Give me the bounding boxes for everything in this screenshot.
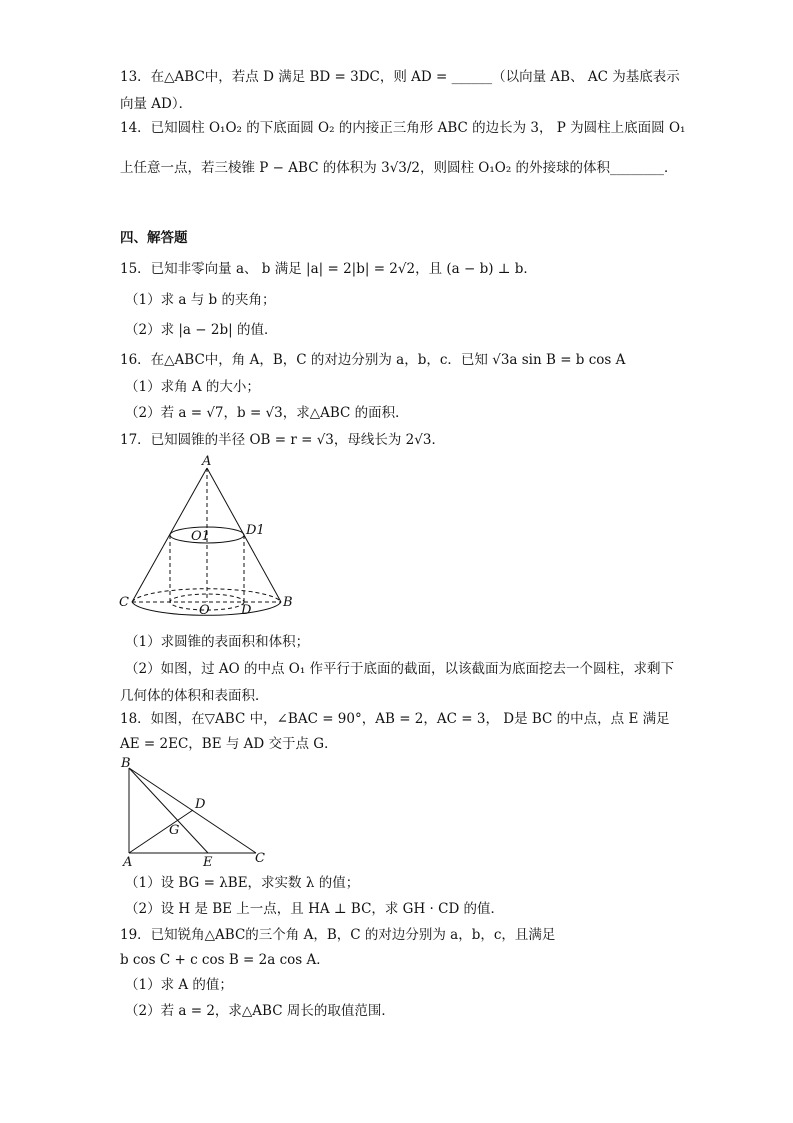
label-D: D [195, 797, 206, 812]
label-D: D [241, 603, 252, 618]
label-G: G [169, 823, 180, 838]
label-A: A [202, 454, 212, 469]
problem-19-line-2: b cos C + c cos B = 2a cos A． [120, 952, 330, 968]
label-A: A [123, 855, 133, 868]
label-B: B [121, 756, 131, 771]
label-O1: O1 [191, 529, 210, 544]
problem-17-sub-2: （2）如图，过 AO 的中点 O₁ 作平行于底面的截面，以该截面为底面挖去一个圆柱，求剩下 [125, 661, 675, 677]
section-title: 四、解答题 [120, 230, 188, 246]
problem-13-line-1: 13．在△ABC中，若点 D 满足 BD = 3DC，则 AD = ______（以向量 AB、 AC 为基底表示 [120, 69, 680, 85]
cone-diagram [115, 452, 305, 627]
problem-16-sub-2: （2）若 a = √7，b = √3，求△ABC 的面积． [125, 405, 409, 421]
label-C: C [255, 851, 265, 866]
segment-AD [129, 810, 193, 853]
problem-13-line-2: 向量 AD）． [120, 96, 193, 112]
problem-19-sub-1: （1）求 A 的值； [125, 977, 233, 993]
problem-14-line-2: 上任意一点，若三棱锥 P − ABC 的体积为 3√3/2，则圆柱 O₁O₂ 的外接球的体积________． [120, 160, 678, 176]
problem-18-line-2: AE = 2EC，BE 与 AD 交于点 G． [120, 736, 338, 752]
problem-19-line-1: 19．已知锐角△ABC的三个角 A，B，C 的对边分别为 a，b，c，且满足 [120, 927, 556, 943]
problem-18-line-1: 18．如图，在▽ABC 中，∠BAC = 90°，AB = 2，AC = 3， D是 BC 的中点，点 E 满足 [120, 711, 670, 727]
triangle-diagram [115, 756, 275, 868]
problem-15-sub-1: （1）求 a 与 b 的夹角； [125, 292, 276, 308]
problem-17-sub-1: （1）求圆锥的表面积和体积； [125, 634, 310, 650]
label-O: O [199, 603, 210, 618]
problem-16-sub-1: （1）求角 A 的大小； [125, 379, 260, 395]
problem-18-sub-2: （2）设 H 是 BE 上一点，且 HA ⊥ BC，求 GH · CD 的值． [125, 901, 505, 917]
problem-17-sub-2b: 几何体的体积和表面积． [120, 688, 269, 704]
problem-15-sub-2: （2）求 |a − 2b| 的值． [125, 322, 278, 338]
label-C: C [119, 595, 129, 610]
label-D1: D1 [246, 523, 265, 538]
problem-18-sub-1: （1）设 BG = λBE，求实数 λ 的值； [125, 875, 360, 891]
problem-15-line-1: 15．已知非零向量 a、 b 满足 |a| = 2|b| = 2√2，且 (a − b) ⊥ b． [120, 261, 537, 277]
problem-19-sub-2: （2）若 a = 2，求△ABC 周长的取值范围． [125, 1003, 395, 1019]
label-E: E [203, 855, 213, 868]
label-B: B [283, 595, 293, 610]
problem-16-line-1: 16．在△ABC中，角 A，B，C 的对边分别为 a，b，c．已知 √3a sin B = b cos A [120, 352, 626, 368]
problem-14-line-1: 14．已知圆柱 O₁O₂ 的下底面圆 O₂ 的内接正三角形 ABC 的边长为 3， P 为圆柱上底面圆 O₁ [120, 120, 686, 136]
problem-17-line-1: 17．已知圆锥的半径 OB = r = √3，母线长为 2√3． [120, 432, 445, 448]
